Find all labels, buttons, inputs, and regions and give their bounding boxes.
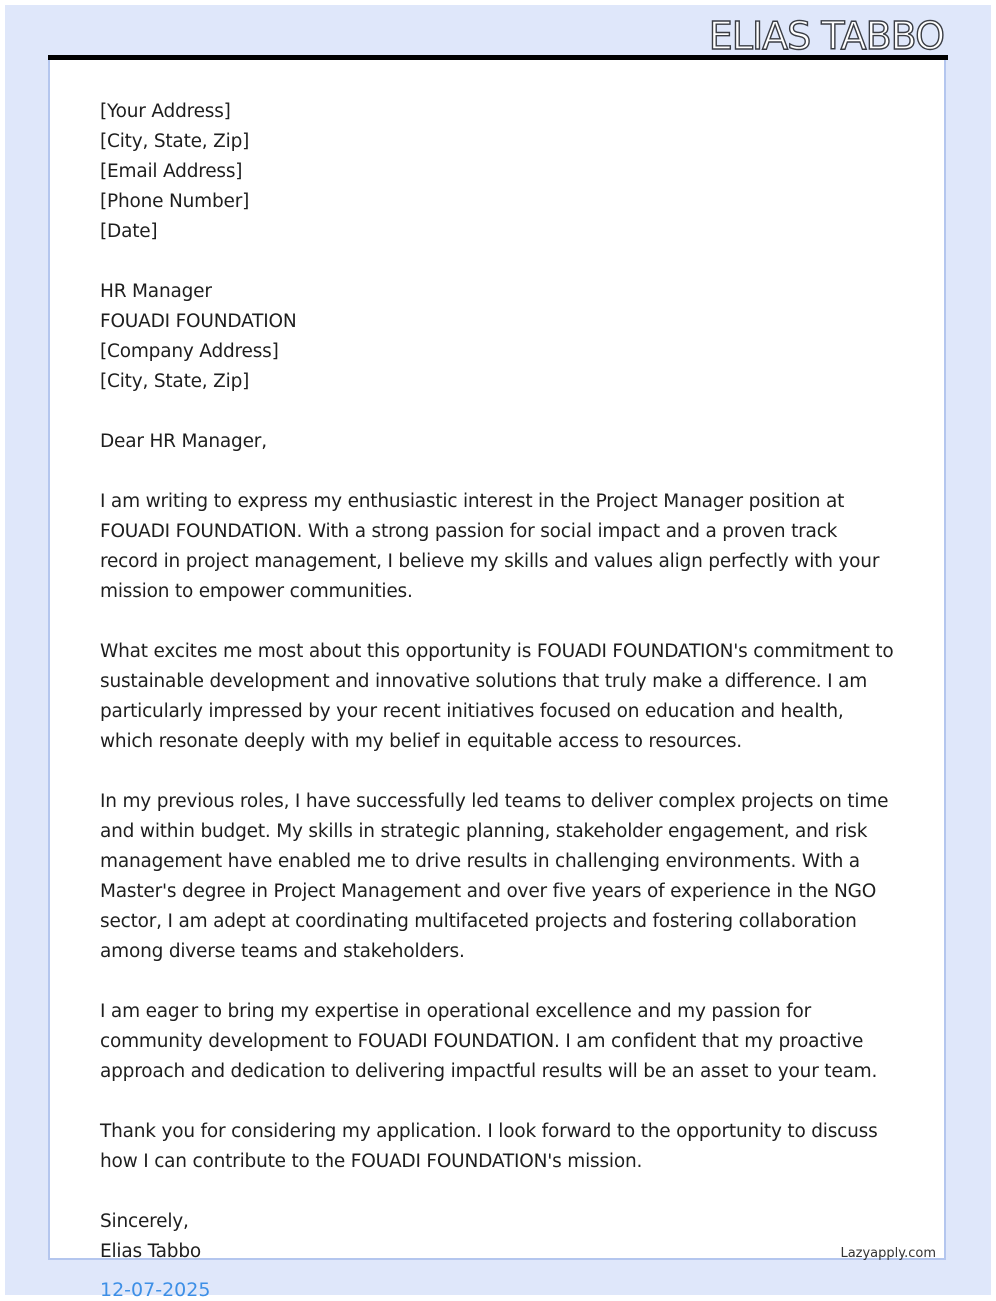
footer-date: 12-07-2025 <box>100 1279 211 1301</box>
cover-letter-body <box>100 97 900 1267</box>
sender-date: [Date] <box>100 221 158 242</box>
recipient-company: FOUADI FOUNDATION <box>100 311 297 332</box>
sender-address: [Your Address] <box>100 101 231 122</box>
sender-phone: [Phone Number] <box>100 191 250 212</box>
sender-email: [Email Address] <box>100 161 243 182</box>
watermark-text: Lazyapply.com <box>840 1246 936 1261</box>
body-paragraph-1: I am writing to express my enthusiastic interest in the Project Manager position at FOUADI FOUNDATION. With a strong passion for social impact and a proven track record in project management, I believe my skills and values align perfectly with your mission to empower communities. <box>100 491 880 602</box>
sender-city-state-zip: [City, State, Zip] <box>100 131 250 152</box>
body-paragraph-5: Thank you for considering my application. I look forward to the opportunity to discuss how I can contribute to the FOUADI FOUNDATION's mission. <box>100 1121 878 1172</box>
signature: Elias Tabbo <box>100 1241 202 1262</box>
body-paragraph-4: I am eager to bring my expertise in operational excellence and my passion for community development to FOUADI FOUNDATION. I am confident that my proactive approach and dedication to delivering impactful results will be an asset to your team. <box>100 1001 878 1082</box>
body-paragraph-3: In my previous roles, I have successfully led teams to deliver complex projects on time and within budget. My skills in strategic planning, stakeholder engagement, and risk management have enabled me to drive results in challenging environments. With a Master's degree in Project Management and over five years of experience in the NGO sector, I am adept at coordinating multifaceted projects and fostering collaboration among diverse teams and stakeholders. <box>100 791 889 962</box>
closing: Sincerely, <box>100 1211 189 1232</box>
salutation: Dear HR Manager, <box>100 431 267 452</box>
applicant-name-heading: ELIAS TABBO <box>708 14 944 58</box>
recipient-title: HR Manager <box>100 281 212 302</box>
recipient-address: [Company Address] <box>100 341 279 362</box>
recipient-city-state-zip: [City, State, Zip] <box>100 371 250 392</box>
body-paragraph-2: What excites me most about this opportunity is FOUADI FOUNDATION's commitment to sustainable development and innovative solutions that truly make a difference. I am particularly impressed by your recent initiatives focused on education and health, which resonate deeply with my belief in equitable access to resources. <box>100 641 894 752</box>
